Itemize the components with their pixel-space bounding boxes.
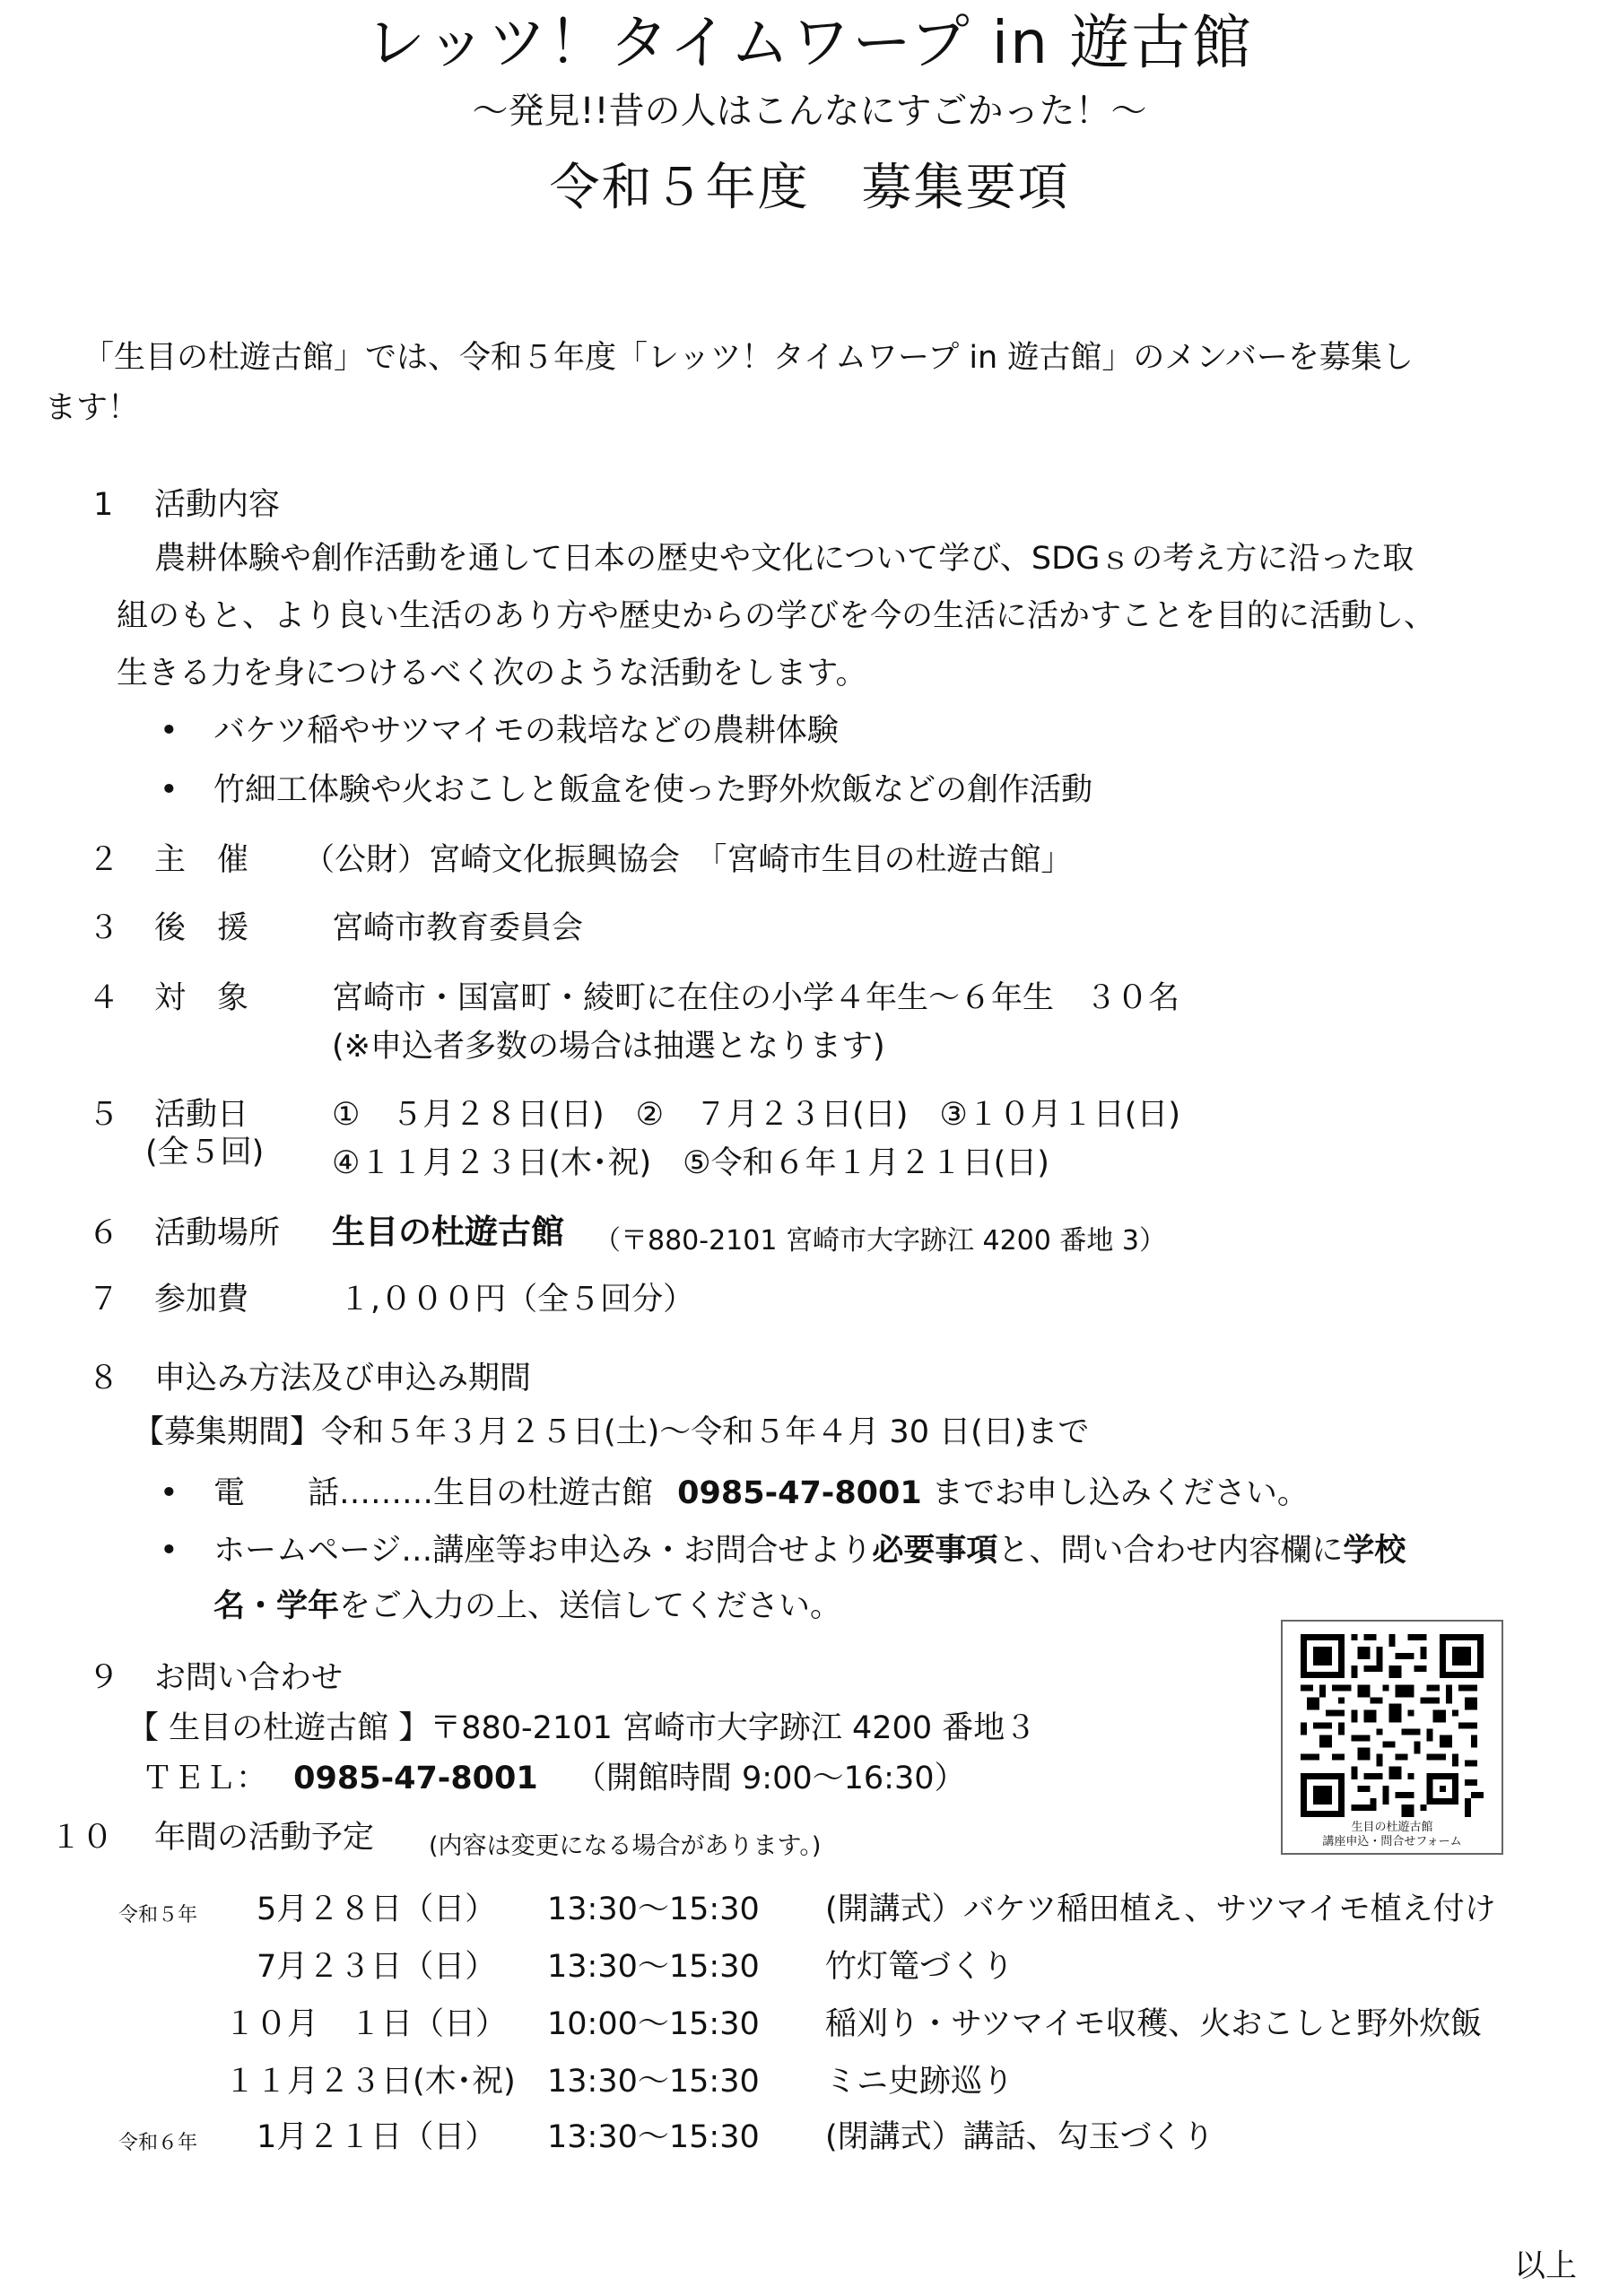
bullet-mark: •: [160, 1533, 178, 1569]
schedule-time: 13:30～15:30: [547, 2119, 760, 2155]
schedule-date: １１月２３日(木･祝): [224, 2064, 516, 2100]
section-7-label: 参加費: [154, 1282, 249, 1318]
schedule-date: 1月２１日（日）: [257, 2119, 497, 2155]
contact-tel: [142, 1760, 965, 1797]
web-text-school: 学校: [1343, 1533, 1406, 1569]
section-5-number: ５: [88, 1097, 120, 1133]
contact-address: 【 生目の杜遊古館 】〒880-2101 宮崎市大字跡江 4200 番地３: [127, 1710, 1037, 1746]
section-3-number: ３: [88, 910, 120, 946]
tel-label: ＴＥＬ：: [142, 1761, 268, 1796]
web-text-required: 必要事項: [872, 1533, 998, 1569]
web-application-line-2: [213, 1587, 841, 1625]
section-heading: 令和５年度 募集要項: [549, 159, 1070, 217]
section-4-number: ４: [88, 980, 120, 1016]
qr-caption-1: 生目の杜遊古館: [1351, 1821, 1433, 1834]
web-application-line-1: [213, 1532, 1406, 1570]
web-text-grade: 名・学年: [213, 1588, 340, 1624]
schedule-content: 竹灯篭づくり: [825, 1949, 1014, 1985]
schedule-content: 稲刈り・サツマイモ収穫、火おこしと野外炊飯: [825, 2006, 1483, 2042]
phone-application: [213, 1474, 1309, 1512]
phone-label: 電 話………生目の杜遊古館: [213, 1475, 654, 1511]
venue-name: 生目の杜遊古館: [332, 1213, 564, 1251]
page-title: レッツ！タイムワープ in 遊古館: [366, 8, 1253, 77]
section-10-number: １０: [50, 1820, 114, 1856]
section-9-number: ９: [88, 1660, 120, 1696]
venue-address: （〒880-2101 宮崎市大字跡江 4200 番地 3）: [594, 1225, 1167, 1257]
schedule-time: 13:30～15:30: [547, 1949, 760, 1985]
intro-line-1: 「生目の杜遊古館」では、令和５年度「レッツ！タイムワープ in 遊古館」のメンバーを募集し: [83, 340, 1414, 376]
web-text-f: をご入力の上、送信してください。: [339, 1588, 842, 1624]
section-5-sub: (全５回): [145, 1135, 265, 1170]
schedule-time: 10:00～15:30: [547, 2006, 760, 2042]
section-1-bullet-2: 竹細工体験や火おこしと飯盒を使った野外炊飯などの創作活動: [213, 772, 1093, 808]
section-6-label: 活動場所: [154, 1215, 281, 1251]
phone-number: 0985-47-8001: [677, 1475, 922, 1511]
schedule-date: １０月 １日（日）: [224, 2006, 508, 2042]
opening-hours: （開館時間 9:00～16:30）: [574, 1761, 966, 1796]
section-9-label: お問い合わせ: [154, 1660, 344, 1696]
schedule-date: 7月２３日（日）: [257, 1949, 497, 1985]
intro-line-2: ます！: [45, 390, 140, 426]
bullet-mark: •: [160, 713, 178, 749]
section-3-label: 後 援: [154, 910, 249, 946]
qr-code-icon: [1301, 1634, 1484, 1817]
section-1-body-3: 生きる力を身につけるべく次のような活動をします。: [117, 656, 867, 691]
web-text-c: と、問い合わせ内容欄に: [997, 1533, 1344, 1569]
section-1-body-2: 組のもと、より良い生活のあり方や歴史からの学びを今の生活に活かすことを目的に活動し、: [117, 598, 1436, 634]
section-4-label: 対 象: [154, 980, 249, 1016]
qr-code-box: [1281, 1620, 1503, 1855]
section-5-line-2: ④１１月２３日(木･祝) ⑤令和６年１月２１日(日): [332, 1145, 1049, 1181]
section-10-note: (内容は変更になる場合があります。): [429, 1832, 822, 1860]
page-subtitle: ～発見!!昔の人はこんなにすごかった！～: [472, 91, 1147, 132]
application-period: 【募集期間】令和５年３月２５日(土)～令和５年４月 30 日(日)まで: [133, 1414, 1090, 1450]
section-1-number: 1: [93, 487, 114, 523]
schedule-year: 令和６年: [118, 2132, 198, 2154]
schedule-content: ミニ史跡巡り: [825, 2064, 1014, 2100]
end-mark: 以上: [1514, 2248, 1578, 2284]
section-1-body-1: 農耕体験や創作活動を通して日本の歴史や文化について学び、SDGｓの考え方に沿った取: [154, 541, 1414, 577]
bullet-mark: •: [160, 772, 178, 808]
section-2-number: ２: [88, 842, 120, 878]
section-7-number: ７: [88, 1282, 120, 1318]
section-4-value: 宮崎市・国富町・綾町に在住の小学４年生～６年生 ３０名: [332, 980, 1180, 1016]
schedule-time: 13:30～15:30: [547, 1892, 760, 1927]
section-5-line-1: ① ５月２８日(日) ② ７月２３日(日) ③１０月１日(日): [332, 1097, 1181, 1133]
section-8-number: ８: [88, 1361, 120, 1396]
section-2-label: 主 催: [154, 842, 249, 878]
section-3-value: 宮崎市教育委員会: [332, 910, 584, 946]
qr-caption-2: 講座申込・問合せフォーム: [1322, 1835, 1462, 1848]
section-1-label: 活動内容: [154, 487, 281, 523]
phone-tail: までお申し込みください。: [931, 1475, 1309, 1511]
schedule-content: (開講式）バケツ稲田植え、サツマイモ植え付け: [825, 1892, 1496, 1927]
bullet-mark: •: [160, 1475, 178, 1511]
schedule-year: 令和５年: [118, 1904, 198, 1926]
section-6-number: ６: [88, 1215, 120, 1251]
schedule-date: 5月２８日（日）: [257, 1892, 497, 1927]
section-7-value: １,０００円（全５回分）: [339, 1282, 695, 1318]
section-8-label: 申込み方法及び申込み期間: [154, 1361, 532, 1396]
section-1-bullet-1: バケツ稲やサツマイモの栽培などの農耕体験: [213, 713, 839, 749]
schedule-content: (閉講式）講話、勾玉づくり: [825, 2119, 1214, 2155]
section-4-note: (※申込者多数の場合は抽選となります): [332, 1029, 885, 1065]
tel-number: 0985-47-8001: [293, 1761, 538, 1796]
web-text-a: ホームページ…講座等お申込み・お問合せより: [213, 1533, 873, 1569]
section-5-label: 活動日: [154, 1097, 249, 1133]
section-2-value: （公財）宮崎文化振興協会 「宮崎市生目の杜遊古館」: [303, 842, 1073, 878]
section-10-label: 年間の活動予定: [154, 1820, 375, 1856]
schedule-time: 13:30～15:30: [547, 2064, 760, 2100]
